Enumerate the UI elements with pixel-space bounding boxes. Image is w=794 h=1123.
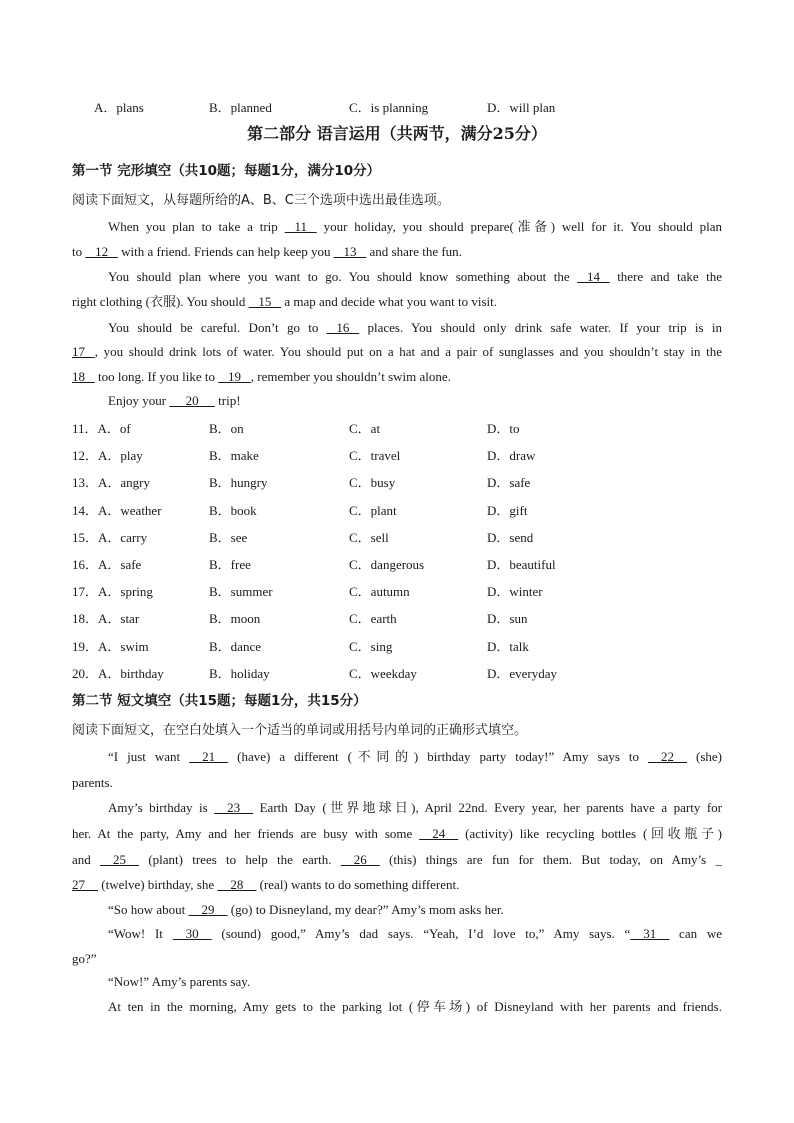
answer-blank[interactable]: 17 <box>72 344 85 359</box>
option-c[interactable]: C．sell <box>349 529 389 545</box>
passage-text: “Now!” Amy’s parents say. <box>108 974 251 989</box>
option-d[interactable]: D．everyday <box>487 665 558 681</box>
passage-line <box>72 344 722 360</box>
passage-text: “So how about <box>108 902 189 917</box>
passage-text: your holiday, you should prepare(准备) well for it. You should plan <box>316 219 722 234</box>
passage-text: can we <box>669 926 722 941</box>
passage-line <box>108 800 722 816</box>
option-d[interactable]: D．winter <box>487 584 543 600</box>
option-a[interactable]: 20．A．birthday <box>72 665 164 681</box>
passage-text: (real) wants to do something different. <box>256 877 460 892</box>
passage-text: , remember you shouldn’t swim alone. <box>250 369 451 384</box>
passage-text: (this) things are fun for them. But today, on Amy’s _ <box>379 852 722 867</box>
passage-text: (sound) good,” Amy’s dad says. “Yeah, I’d love to,” Amy says. “ <box>211 926 631 941</box>
passage-line <box>108 320 722 336</box>
option-c[interactable]: C．weekday <box>349 665 417 681</box>
answer-blank[interactable]: 30 <box>172 926 212 941</box>
passage-line <box>108 393 722 409</box>
passage-text: Enjoy your <box>108 393 170 408</box>
prev-question-options <box>72 97 732 119</box>
passage-line <box>72 826 722 842</box>
passage-text: At ten in the morning, Amy gets to the parking lot (停车场) of Disneyland with her parents and friends. <box>108 999 722 1014</box>
option-b[interactable]: B．on <box>209 421 244 436</box>
passage-text: (twelve) birthday, she <box>98 877 218 892</box>
option-d[interactable]: D．safe <box>487 475 531 491</box>
option-d: D．will plan <box>487 100 556 115</box>
answer-blank[interactable]: 14 <box>577 269 610 284</box>
answer-blank[interactable]: 15 <box>248 294 282 309</box>
passage-text: to <box>72 244 86 259</box>
passage-line <box>72 852 722 868</box>
section2-instruction: 阅读下面短文，在空白处填入一个适当的单词或用括号内单词的正确形式填空。 <box>72 723 528 738</box>
passage-text: Earth Day (世界地球日), April 22nd. Every year, her parents have a party for <box>253 800 722 815</box>
passage-text: You should be careful. Don’t go to <box>108 320 327 335</box>
passage-text: too long. If you like to <box>94 369 219 384</box>
answer-blank[interactable]: 31 <box>630 926 670 941</box>
answer-blank[interactable]: 13 <box>333 244 367 259</box>
passage-text: go?” <box>72 951 97 966</box>
answer-blank[interactable]: 22 <box>648 749 687 764</box>
answer-blank[interactable]: 26 <box>340 852 380 867</box>
passage-line <box>72 877 722 893</box>
option-b[interactable]: B．summer <box>209 584 273 600</box>
question-row <box>72 472 732 494</box>
passage-text: right clothing (衣服). You should <box>72 294 249 309</box>
passage-text: (activity) like recycling bottles (回收瓶子) <box>458 826 722 841</box>
passage-text: (plant) trees to help the earth. <box>139 852 341 867</box>
passage-text: Amy’s birthday is <box>108 800 215 815</box>
option-a[interactable]: 11．A．of <box>72 421 131 436</box>
option-a[interactable]: 13．A．angry <box>72 475 150 491</box>
passage-text: and share the fun. <box>366 244 462 259</box>
option-b[interactable]: B．book <box>209 502 257 518</box>
answer-blank[interactable]: 25 <box>100 852 140 867</box>
option-a[interactable]: 18．A．star <box>72 611 140 627</box>
passage-text: and <box>72 852 101 867</box>
passage-line <box>108 902 722 918</box>
question-row <box>72 636 732 658</box>
question-row <box>72 500 732 522</box>
option-b[interactable]: B．make <box>209 448 259 464</box>
answer-blank[interactable] <box>85 877 98 893</box>
passage-text: You should plan where you want to go. You should know something about the <box>108 269 578 284</box>
section1-instruction: 阅读下面短文，从每题所给的A、B、C三个选项中选出最佳选项。 <box>72 193 450 208</box>
passage-text: a map and decide what you want to visit. <box>281 294 497 309</box>
part2-title: 第二部分 语言运用（共两节，满分25分） <box>247 124 547 143</box>
question-row <box>72 663 732 685</box>
option-d[interactable]: D．gift <box>487 502 528 518</box>
option-b[interactable]: B．free <box>209 557 251 572</box>
passage-text: parents. <box>72 775 113 790</box>
passage-line <box>72 951 722 967</box>
option-a[interactable]: 17．A．spring <box>72 584 153 600</box>
option-b: B．planned <box>209 100 272 115</box>
passage-text: (have) a different (不同的) birthday party today!” Amy says to <box>228 749 648 764</box>
option-b[interactable]: B．dance <box>209 638 261 654</box>
passage-text: trip! <box>214 393 241 408</box>
option-c[interactable]: C．travel <box>349 448 401 464</box>
option-b[interactable]: B．holiday <box>209 665 270 681</box>
answer-blank[interactable]: 12 <box>85 244 118 259</box>
option-c[interactable]: C．plant <box>349 502 397 518</box>
option-b[interactable]: B．hungry <box>209 475 268 491</box>
passage-line <box>108 999 722 1015</box>
option-b[interactable]: B．moon <box>209 611 261 627</box>
answer-blank[interactable]: 20 <box>169 393 215 408</box>
option-d[interactable]: D．talk <box>487 638 529 654</box>
answer-blank[interactable]: 29 <box>188 902 228 917</box>
answer-blank[interactable]: 11 <box>284 219 317 234</box>
passage-line <box>72 775 722 791</box>
answer-blank[interactable]: 27 <box>72 877 85 892</box>
option-a[interactable]: 12．A．play <box>72 448 143 464</box>
option-c[interactable]: C．at <box>349 421 381 436</box>
passage-line <box>72 369 722 385</box>
passage-text: , you should drink lots of water. You should put on a hat and a pair of sunglasses and you shouldn’t stay in the <box>94 344 722 359</box>
question-row <box>72 418 732 440</box>
answer-blank[interactable] <box>85 369 95 385</box>
option-d[interactable]: D．send <box>487 529 534 545</box>
passage-text: “I just want <box>108 749 190 764</box>
passage-line <box>108 974 722 990</box>
passage-line <box>108 219 722 235</box>
question-row <box>72 554 732 576</box>
option-c[interactable]: C．busy <box>349 475 396 491</box>
question-row <box>72 608 732 630</box>
answer-blank[interactable]: 16 <box>326 320 360 335</box>
option-b[interactable]: B．see <box>209 529 248 545</box>
passage-text: “Wow! It <box>108 926 173 941</box>
option-c[interactable]: C．dangerous <box>349 557 425 572</box>
option-d[interactable]: D．to <box>487 421 520 436</box>
option-c[interactable]: C．earth <box>349 611 397 627</box>
answer-blank[interactable]: 28 <box>217 877 257 892</box>
answer-blank[interactable]: 23 <box>214 800 254 815</box>
passage-line <box>108 926 722 942</box>
question-row <box>72 527 732 549</box>
answer-blank[interactable] <box>85 344 95 360</box>
question-row <box>72 445 732 467</box>
passage-text: there and take the <box>609 269 722 284</box>
option-c[interactable]: C．autumn <box>349 584 410 600</box>
option-d[interactable]: D．sun <box>487 611 528 627</box>
section2-title: 第二节 短文填空（共15题；每题1分，共15分） <box>72 693 367 709</box>
section1-title: 第一节 完形填空（共10题；每题1分，满分10分） <box>72 163 381 179</box>
passage-text: (go) to Disneyland, my dear?” Amy’s mom asks her. <box>227 902 504 917</box>
option-d[interactable]: D．draw <box>487 448 536 464</box>
answer-blank[interactable]: 18 <box>72 369 85 384</box>
answer-blank[interactable]: 19 <box>218 369 251 384</box>
option-c[interactable]: C．sing <box>349 638 393 654</box>
question-row <box>72 581 732 603</box>
passage-text: (she) <box>687 749 722 764</box>
option-a[interactable]: 19．A．swim <box>72 638 149 654</box>
option-d[interactable]: D．beautiful <box>487 557 556 572</box>
option-c: C．is planning <box>349 100 429 115</box>
passage-line <box>72 294 722 310</box>
passage-text: When you plan to take a trip <box>108 219 285 234</box>
passage-line <box>108 749 722 765</box>
option-a[interactable]: 14．A．weather <box>72 502 162 518</box>
option-a: A．plans <box>94 100 144 115</box>
answer-blank[interactable]: 21 <box>189 749 229 764</box>
option-a[interactable]: 15．A．carry <box>72 529 148 545</box>
passage-line <box>108 269 722 285</box>
passage-line <box>72 244 722 260</box>
answer-blank[interactable]: 24 <box>419 826 459 841</box>
option-a[interactable]: 16．A．safe <box>72 557 142 572</box>
passage-text: with a friend. Friends can help keep you <box>117 244 334 259</box>
passage-text: her. At the party, Amy and her friends are busy with some <box>72 826 420 841</box>
passage-text: places. You should only drink safe water. If your trip is in <box>359 320 722 335</box>
